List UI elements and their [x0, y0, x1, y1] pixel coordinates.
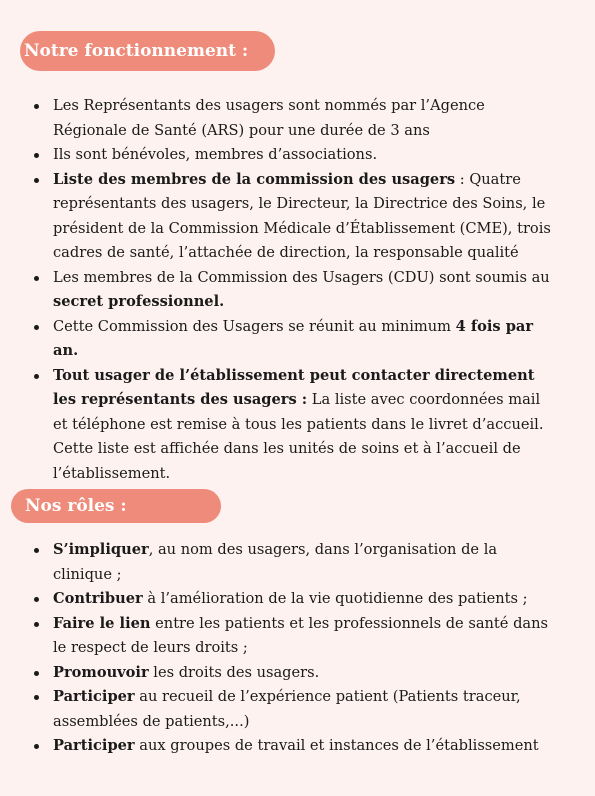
section-title-text: Nos rôles :	[25, 495, 127, 516]
list-item: Les membres de la Commission des Usagers (CDU) sont soumis au secret professionnel.	[53, 266, 558, 315]
list-item: S’impliquer, au nom des usagers, dans l’organisation de la clinique ;	[53, 538, 558, 587]
list-item: Promouvoir les droits des usagers.	[53, 661, 558, 686]
section-title-text: Notre fonctionnement :	[24, 40, 249, 61]
list-item: Les Représentants des usagers sont nommés par l’Agence Régionale de Santé (ARS) pour une durée de 3 ans	[53, 94, 558, 143]
list-item: Participer aux groupes de travail et instances de l’établissement	[53, 734, 558, 759]
section-title-fonctionnement	[20, 31, 275, 71]
section-title-roles	[11, 489, 221, 523]
list-item: Tout usager de l’établissement peut contacter directement les représentants des usagers : La liste avec coordonnées mail et téléphone est remise à tous les patients dans le livret d’accueil. Cette liste est affichée dans les unités de soins et à l’accueil de l’établissement.	[53, 364, 558, 487]
list-item: Faire le lien entre les patients et les professionnels de santé dans le respect de leurs droits ;	[53, 612, 558, 661]
roles-list	[53, 538, 558, 759]
fonctionnement-list	[53, 94, 558, 486]
list-item: Liste des membres de la commission des usagers : Quatre représentants des usagers, le Directeur, la Directrice des Soins, le président de la Commission Médicale d’Établissement (CME), trois cadres de santé, l’attachée de direction, la responsable qualité	[53, 168, 558, 266]
list-item: Cette Commission des Usagers se réunit au minimum 4 fois par an.	[53, 315, 558, 364]
list-item: Ils sont bénévoles, membres d’associations.	[53, 143, 558, 168]
list-item: Contribuer à l’amélioration de la vie quotidienne des patients ;	[53, 587, 558, 612]
list-item: Participer au recueil de l’expérience patient (Patients traceur, assemblées de patients,...)	[53, 685, 558, 734]
